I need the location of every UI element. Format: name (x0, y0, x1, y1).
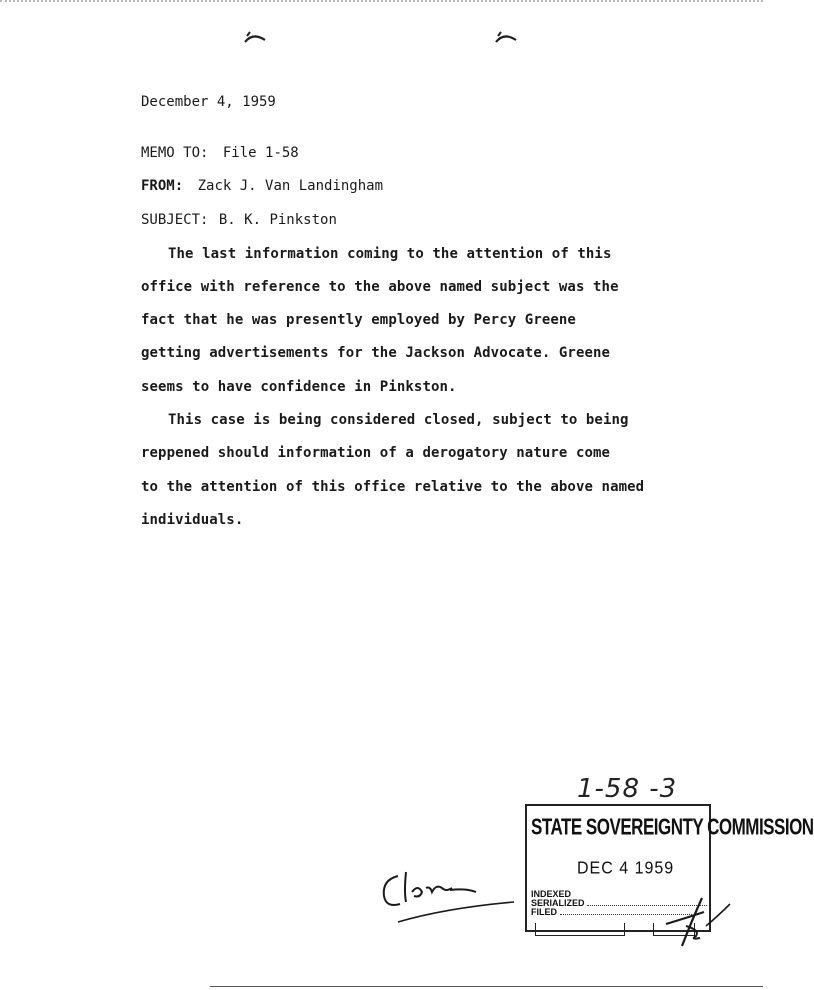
page-bottom-rule (210, 986, 763, 987)
subject-line (141, 212, 337, 228)
memo-date: December 4, 1959 (141, 94, 276, 110)
body-line: This case is being considered closed, subject to being (168, 412, 629, 428)
body-line: reppened should information of a derogatory nature come (141, 445, 611, 461)
body-line: fact that he was presently employed by Percy Greene (141, 312, 576, 328)
subject-value: B. K. Pinkston (218, 212, 337, 228)
body-line: getting advertisements for the Jackson Advocate. Greene (141, 345, 611, 361)
body-line: seems to have confidence in Pinkston. (141, 379, 457, 395)
stamp-title: STATE SOVEREIGNTY COMMISSION (531, 814, 814, 840)
punch-mark-left (243, 30, 269, 50)
body-line: office with reference to the above named subject was the (141, 279, 619, 295)
from-value: Zack J. Van Landingham (197, 178, 384, 194)
body-line: individuals. (141, 512, 244, 528)
from-line (141, 178, 383, 194)
body-line: to the attention of this office relative to the above named (141, 479, 645, 495)
stamp-field-filed: FILED (531, 908, 707, 917)
punch-mark-right (494, 30, 520, 50)
stamp-field-serialized: SERIALIZED (531, 899, 707, 908)
handwritten-initials (656, 890, 736, 950)
memo-to-label: MEMO TO: (141, 145, 209, 161)
stamp-box-left (535, 923, 625, 936)
body-line: The last information coming to the attention of this (168, 246, 612, 262)
stamp-date: DEC 4 1959 (577, 859, 675, 878)
page-top-edge (0, 0, 763, 6)
close-handwritten-note (376, 862, 516, 932)
memo-to-value: File 1-58 (222, 145, 299, 161)
stamp-field-indexed: INDEXED (531, 889, 572, 899)
from-label: FROM: (141, 178, 184, 194)
memo-to-line (141, 145, 299, 161)
handwritten-file-number: 1-58 -3 (577, 774, 678, 804)
subject-label: SUBJECT: (141, 212, 209, 228)
